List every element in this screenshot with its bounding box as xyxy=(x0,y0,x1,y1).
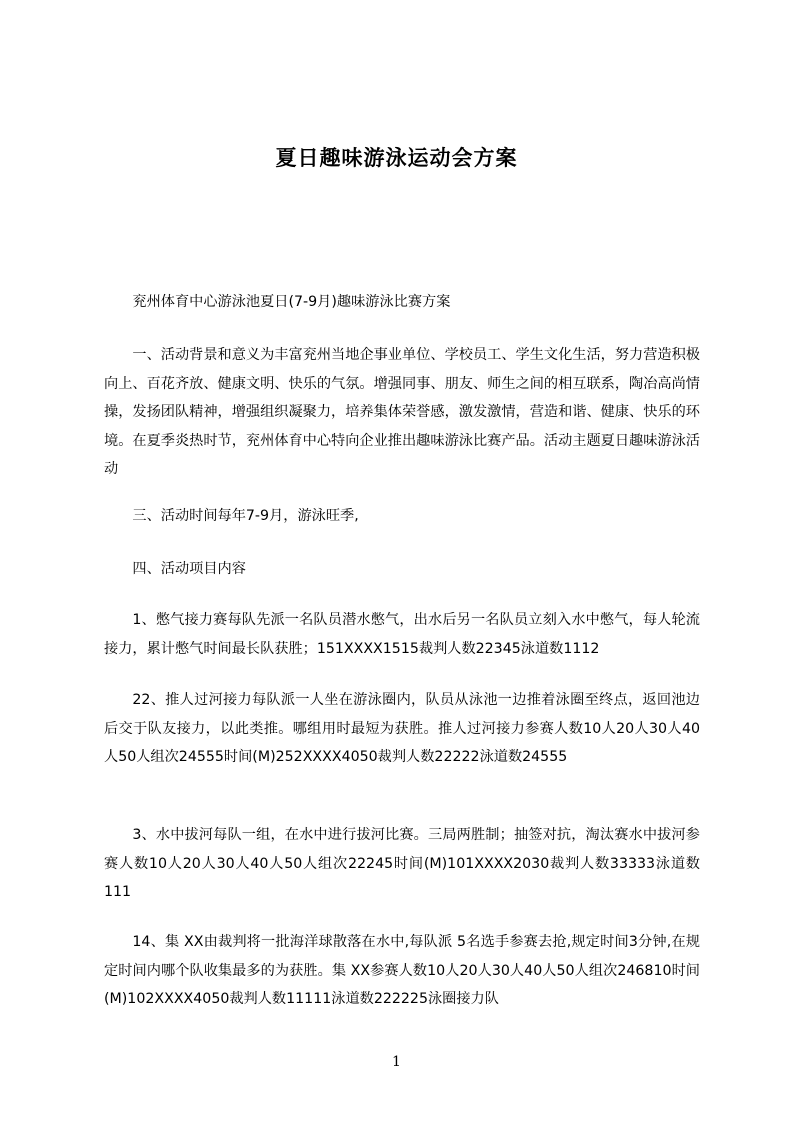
item-3-paragraph: 3、水中拔河每队一组，在水中进行拔河比赛。三局两胜制；抽签对抗，淘汰赛水中拔河参赛人数10人20人30人40人50人组次22245时间(M)101XXXX2030裁判人数33333泳道数111 xyxy=(104,827,700,900)
items-heading-paragraph: 四、活动项目内容 xyxy=(132,561,246,577)
item-1-paragraph: 1、憋气接力赛每队先派一名队员潜水憋气，出水后另一名队员立刻入水中憋气，每人轮流接力，累计憋气时间最长队获胜；151XXXX1515裁判人数22345泳道数1112 xyxy=(104,612,700,657)
subtitle-paragraph: 兖州体育中心游泳池夏日(7-9月)趣味游泳比赛方案 xyxy=(132,294,451,310)
page-number: 1 xyxy=(392,1054,401,1070)
document-title: 夏日趣味游泳运动会方案 xyxy=(275,146,518,170)
background-paragraph: 一、活动背景和意义为丰富兖州当地企事业单位、学校员工、学生文化生活，努力营造积极向上、百花齐放、健康文明、快乐的气氛。增强同事、朋友、师生之间的相互联系，陶冶高尚情操，发扬团队精神，增强组织凝聚力，培养集体荣誉感，激发激情，营造和谐、健康、快乐的环境。在夏季炎热时节，兖州体育中心特向企业推出趣味游泳比赛产品。活动主题夏日趣味游泳活动 xyxy=(104,347,700,477)
item-4-paragraph: 14、集 XX由裁判将一批海洋球散落在水中,每队派 5名选手参赛去抢,规定时间3分钟,在规定时间内哪个队收集最多的为获胜。集 XX参赛人数10人20人30人40人50人组次246810时间(M)102XXXX4050裁判人数11111泳道数222225泳圈接力队 xyxy=(104,934,700,1007)
time-paragraph: 三、活动时间每年7-9月，游泳旺季, xyxy=(132,508,359,524)
item-2-paragraph: 22、推人过河接力每队派一人坐在游泳圈内，队员从泳池一边推着泳圈至终点，返回池边后交于队友接力，以此类推。哪组用时最短为获胜。推人过河接力参赛人数10人20人30人40人50人组次24555时间(M)252XXXX4050裁判人数22222泳道数24555 xyxy=(104,692,700,765)
